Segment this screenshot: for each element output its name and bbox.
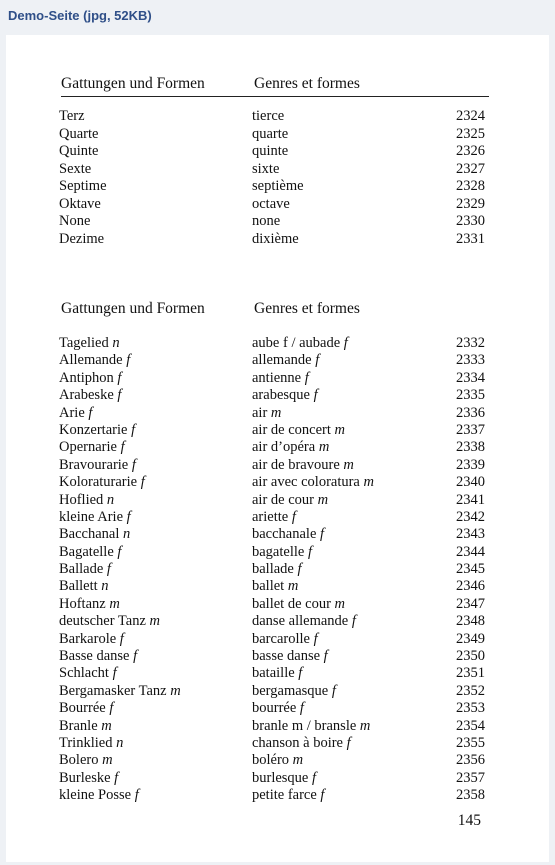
french-term: air de bravoure m (252, 456, 354, 473)
entry-number: 2351 (456, 665, 485, 682)
entry-number: 2345 (456, 561, 485, 578)
german-term: Bolero m (59, 752, 113, 769)
french-term: air d’opéra m (252, 439, 330, 456)
german-term: Burleske f (59, 769, 119, 786)
gender-marker: n (106, 491, 115, 508)
french-term: dixième (252, 230, 299, 247)
entry-number: 2329 (456, 195, 485, 212)
german-term: Basse danse f (59, 648, 138, 665)
german-term: kleine Posse f (59, 787, 139, 804)
table-row (59, 665, 485, 682)
gender-marker: m (334, 595, 346, 612)
header-german: Gattungen und Formen (61, 300, 205, 317)
entry-number: 2354 (456, 717, 485, 734)
entry-number: 2340 (456, 474, 485, 491)
gender-marker: n (116, 734, 124, 751)
german-term: Opernarie f (59, 439, 125, 456)
table-row (59, 126, 485, 144)
gender-marker: m (149, 613, 160, 630)
french-term: ballade f (252, 561, 302, 578)
german-term: Quarte (59, 125, 99, 142)
german-term: Bagatelle f (59, 543, 122, 560)
gender-marker: f (126, 508, 131, 525)
gender-marker: f (119, 630, 124, 647)
gender-marker: f (320, 526, 325, 543)
table-row (59, 457, 485, 474)
table-row (59, 544, 485, 561)
header-french: Genres et formes (254, 75, 360, 92)
gender-marker: f (304, 369, 309, 386)
table-row (59, 335, 485, 352)
table-row (59, 439, 485, 456)
french-term: allemande f (252, 352, 320, 369)
table-row (59, 752, 485, 769)
gender-marker: f (140, 474, 145, 491)
gender-marker: n (112, 335, 120, 351)
table-row (59, 683, 485, 700)
entry-number: 2330 (456, 213, 485, 229)
table-row (59, 178, 485, 196)
gender-marker: m (317, 491, 329, 508)
german-term: Tagelied n (59, 335, 120, 351)
german-term: kleine Arie f (59, 508, 131, 525)
table-row (59, 370, 485, 387)
german-term: Hoflied n (59, 491, 115, 508)
entry-number: 2357 (456, 769, 485, 786)
header-german: Gattungen und Formen (61, 75, 205, 92)
entry-number: 2344 (456, 543, 485, 560)
gender-marker: f (117, 543, 122, 560)
gender-marker: m (343, 456, 354, 473)
german-term: Antiphon f (59, 369, 122, 386)
gender-marker: m (287, 578, 299, 595)
german-term: Allemande f (59, 352, 131, 369)
entry-number: 2334 (456, 369, 485, 386)
gender-marker: f (320, 787, 325, 804)
table-row (59, 526, 485, 543)
table-row (59, 108, 485, 126)
gender-marker: f (291, 508, 296, 525)
entry-number: 2328 (456, 178, 485, 194)
french-term: air m (252, 404, 282, 421)
french-term: quinte (252, 143, 289, 159)
french-term: basse danse f (252, 648, 328, 665)
page-number: 145 (457, 812, 481, 829)
table-row (59, 161, 485, 179)
entry-number: 2342 (456, 508, 485, 525)
french-term: danse allemande f (252, 613, 356, 630)
german-term: Septime (59, 178, 107, 194)
gender-marker: f (88, 404, 93, 421)
table-row (59, 648, 485, 665)
gender-marker: f (346, 734, 351, 751)
gender-marker: f (307, 543, 312, 560)
entry-number: 2331 (456, 230, 485, 247)
gender-marker: m (101, 717, 112, 734)
table-row (59, 770, 485, 787)
entry-number: 2332 (456, 335, 485, 351)
gender-marker: f (312, 769, 317, 786)
gender-marker: f (126, 352, 131, 369)
gender-marker: f (133, 648, 138, 665)
french-term: bergamasque f (252, 682, 336, 699)
gender-marker: f (134, 787, 139, 804)
gender-marker: f (298, 665, 303, 682)
german-term: Ballett n (59, 578, 109, 595)
german-term: None (59, 213, 91, 229)
gender-marker: f (351, 613, 356, 630)
french-term: air de cour m (252, 491, 329, 508)
french-term: none (252, 213, 281, 229)
gender-marker: f (313, 630, 318, 647)
french-term: tierce (252, 108, 285, 124)
french-term: air de concert m (252, 421, 346, 438)
german-term: Hoftanz m (59, 595, 120, 612)
entry-number: 2355 (456, 734, 485, 751)
french-term: aube f / aubade f (252, 335, 348, 351)
french-term: quarte (252, 125, 289, 142)
gender-marker: m (109, 595, 120, 612)
gender-marker: f (109, 700, 114, 717)
entry-number: 2333 (456, 352, 485, 369)
gender-marker: f (117, 387, 122, 404)
entry-number: 2352 (456, 682, 485, 699)
table-row (59, 196, 485, 214)
table-row (59, 509, 485, 526)
table-row (59, 474, 485, 491)
gender-marker: f (297, 561, 302, 578)
table-row (59, 787, 485, 804)
table-row (59, 631, 485, 648)
header-french: Genres et formes (254, 300, 360, 317)
french-term: bourrée f (252, 700, 304, 717)
gender-marker: f (343, 335, 348, 351)
table-row (59, 578, 485, 595)
german-term: Trinklied n (59, 734, 124, 751)
german-term: Konzertarie f (59, 421, 136, 438)
german-term: Sexte (59, 160, 92, 177)
french-term: air avec coloratura m (252, 474, 374, 491)
german-term: Arie f (59, 404, 93, 421)
table-row (59, 718, 485, 735)
french-term: ballet m (252, 578, 299, 595)
entry-number: 2338 (456, 439, 485, 456)
entry-number: 2327 (456, 160, 485, 177)
entry-number: 2350 (456, 648, 485, 665)
table-row (59, 405, 485, 422)
entry-number: 2358 (456, 787, 485, 804)
german-term: Terz (59, 108, 85, 124)
table-row (59, 735, 485, 752)
french-term: antienne f (252, 369, 309, 386)
section-2-entries (59, 335, 485, 805)
german-term: Schlacht f (59, 665, 117, 682)
entry-number: 2356 (456, 752, 485, 769)
table-row (59, 231, 485, 249)
entry-number: 2348 (456, 613, 485, 630)
section-1-header (61, 75, 489, 97)
entry-number: 2346 (456, 578, 485, 595)
gender-marker: f (106, 561, 111, 578)
gender-marker: f (131, 456, 136, 473)
french-term: octave (252, 195, 290, 212)
gender-marker: f (120, 439, 125, 456)
entry-number: 2324 (456, 108, 485, 124)
french-term: petite farce f (252, 787, 325, 804)
french-term: bacchanale f (252, 526, 325, 543)
french-term: bataille f (252, 665, 303, 682)
gender-marker: f (315, 352, 320, 369)
german-term: Arabeske f (59, 387, 122, 404)
table-row (59, 596, 485, 613)
gender-marker: f (112, 665, 117, 682)
gender-marker: f (117, 369, 122, 386)
german-term: Branle m (59, 717, 112, 734)
entry-number: 2347 (456, 595, 485, 612)
table-row (59, 492, 485, 509)
german-term: Oktave (59, 195, 101, 212)
german-term: Bourrée f (59, 700, 114, 717)
entry-number: 2343 (456, 526, 485, 543)
french-term: ariette f (252, 508, 296, 525)
french-term: ballet de cour m (252, 595, 346, 612)
french-term: sixte (252, 160, 280, 177)
french-term: burlesque f (252, 769, 317, 786)
entry-number: 2325 (456, 125, 485, 142)
gender-marker: n (101, 578, 109, 595)
entry-number: 2349 (456, 630, 485, 647)
table-row (59, 213, 485, 231)
table-row (59, 422, 485, 439)
french-term: arabesque f (252, 387, 318, 404)
german-term: Bacchanal n (59, 526, 131, 543)
german-term: Koloraturarie f (59, 474, 145, 491)
table-row (59, 352, 485, 369)
gender-marker: m (270, 404, 282, 421)
gender-marker: m (292, 752, 304, 769)
table-row (59, 561, 485, 578)
table-row (59, 700, 485, 717)
entry-number: 2339 (456, 456, 485, 473)
gender-marker: m (359, 717, 371, 734)
french-term: bagatelle f (252, 543, 312, 560)
entry-number: 2341 (456, 491, 485, 508)
german-term: Barkarole f (59, 630, 124, 647)
gender-marker: m (334, 421, 346, 438)
german-term: Dezime (59, 230, 105, 247)
gender-marker: m (363, 474, 374, 491)
gender-marker: f (323, 648, 328, 665)
gender-marker: m (102, 752, 113, 769)
gender-marker: f (131, 421, 136, 438)
gender-marker: f (313, 387, 318, 404)
french-term: chanson à boire f (252, 734, 351, 751)
entry-number: 2335 (456, 387, 485, 404)
french-term: barcarolle f (252, 630, 318, 647)
french-term: branle m / bransle m (252, 717, 371, 734)
gender-marker: m (170, 682, 181, 699)
entry-number: 2326 (456, 143, 485, 159)
image-caption: Demo-Seite (jpg, 52KB) (8, 8, 152, 23)
entry-number: 2337 (456, 421, 485, 438)
table-row (59, 387, 485, 404)
gender-marker: n (123, 526, 131, 543)
german-term: deutscher Tanz m (59, 613, 160, 630)
french-term: boléro m (252, 752, 304, 769)
french-term: septième (252, 178, 304, 194)
german-term: Quinte (59, 143, 99, 159)
entry-number: 2353 (456, 700, 485, 717)
german-term: Ballade f (59, 561, 111, 578)
table-row (59, 613, 485, 630)
scanned-page (6, 35, 549, 862)
table-row (59, 143, 485, 161)
german-term: Bergamasker Tanz m (59, 682, 181, 699)
gender-marker: f (331, 682, 336, 699)
german-term: Bravourarie f (59, 456, 136, 473)
section-1-entries (59, 108, 485, 248)
gender-marker: f (299, 700, 304, 717)
entry-number: 2336 (456, 404, 485, 421)
gender-marker: m (318, 439, 330, 456)
gender-marker: f (114, 769, 119, 786)
